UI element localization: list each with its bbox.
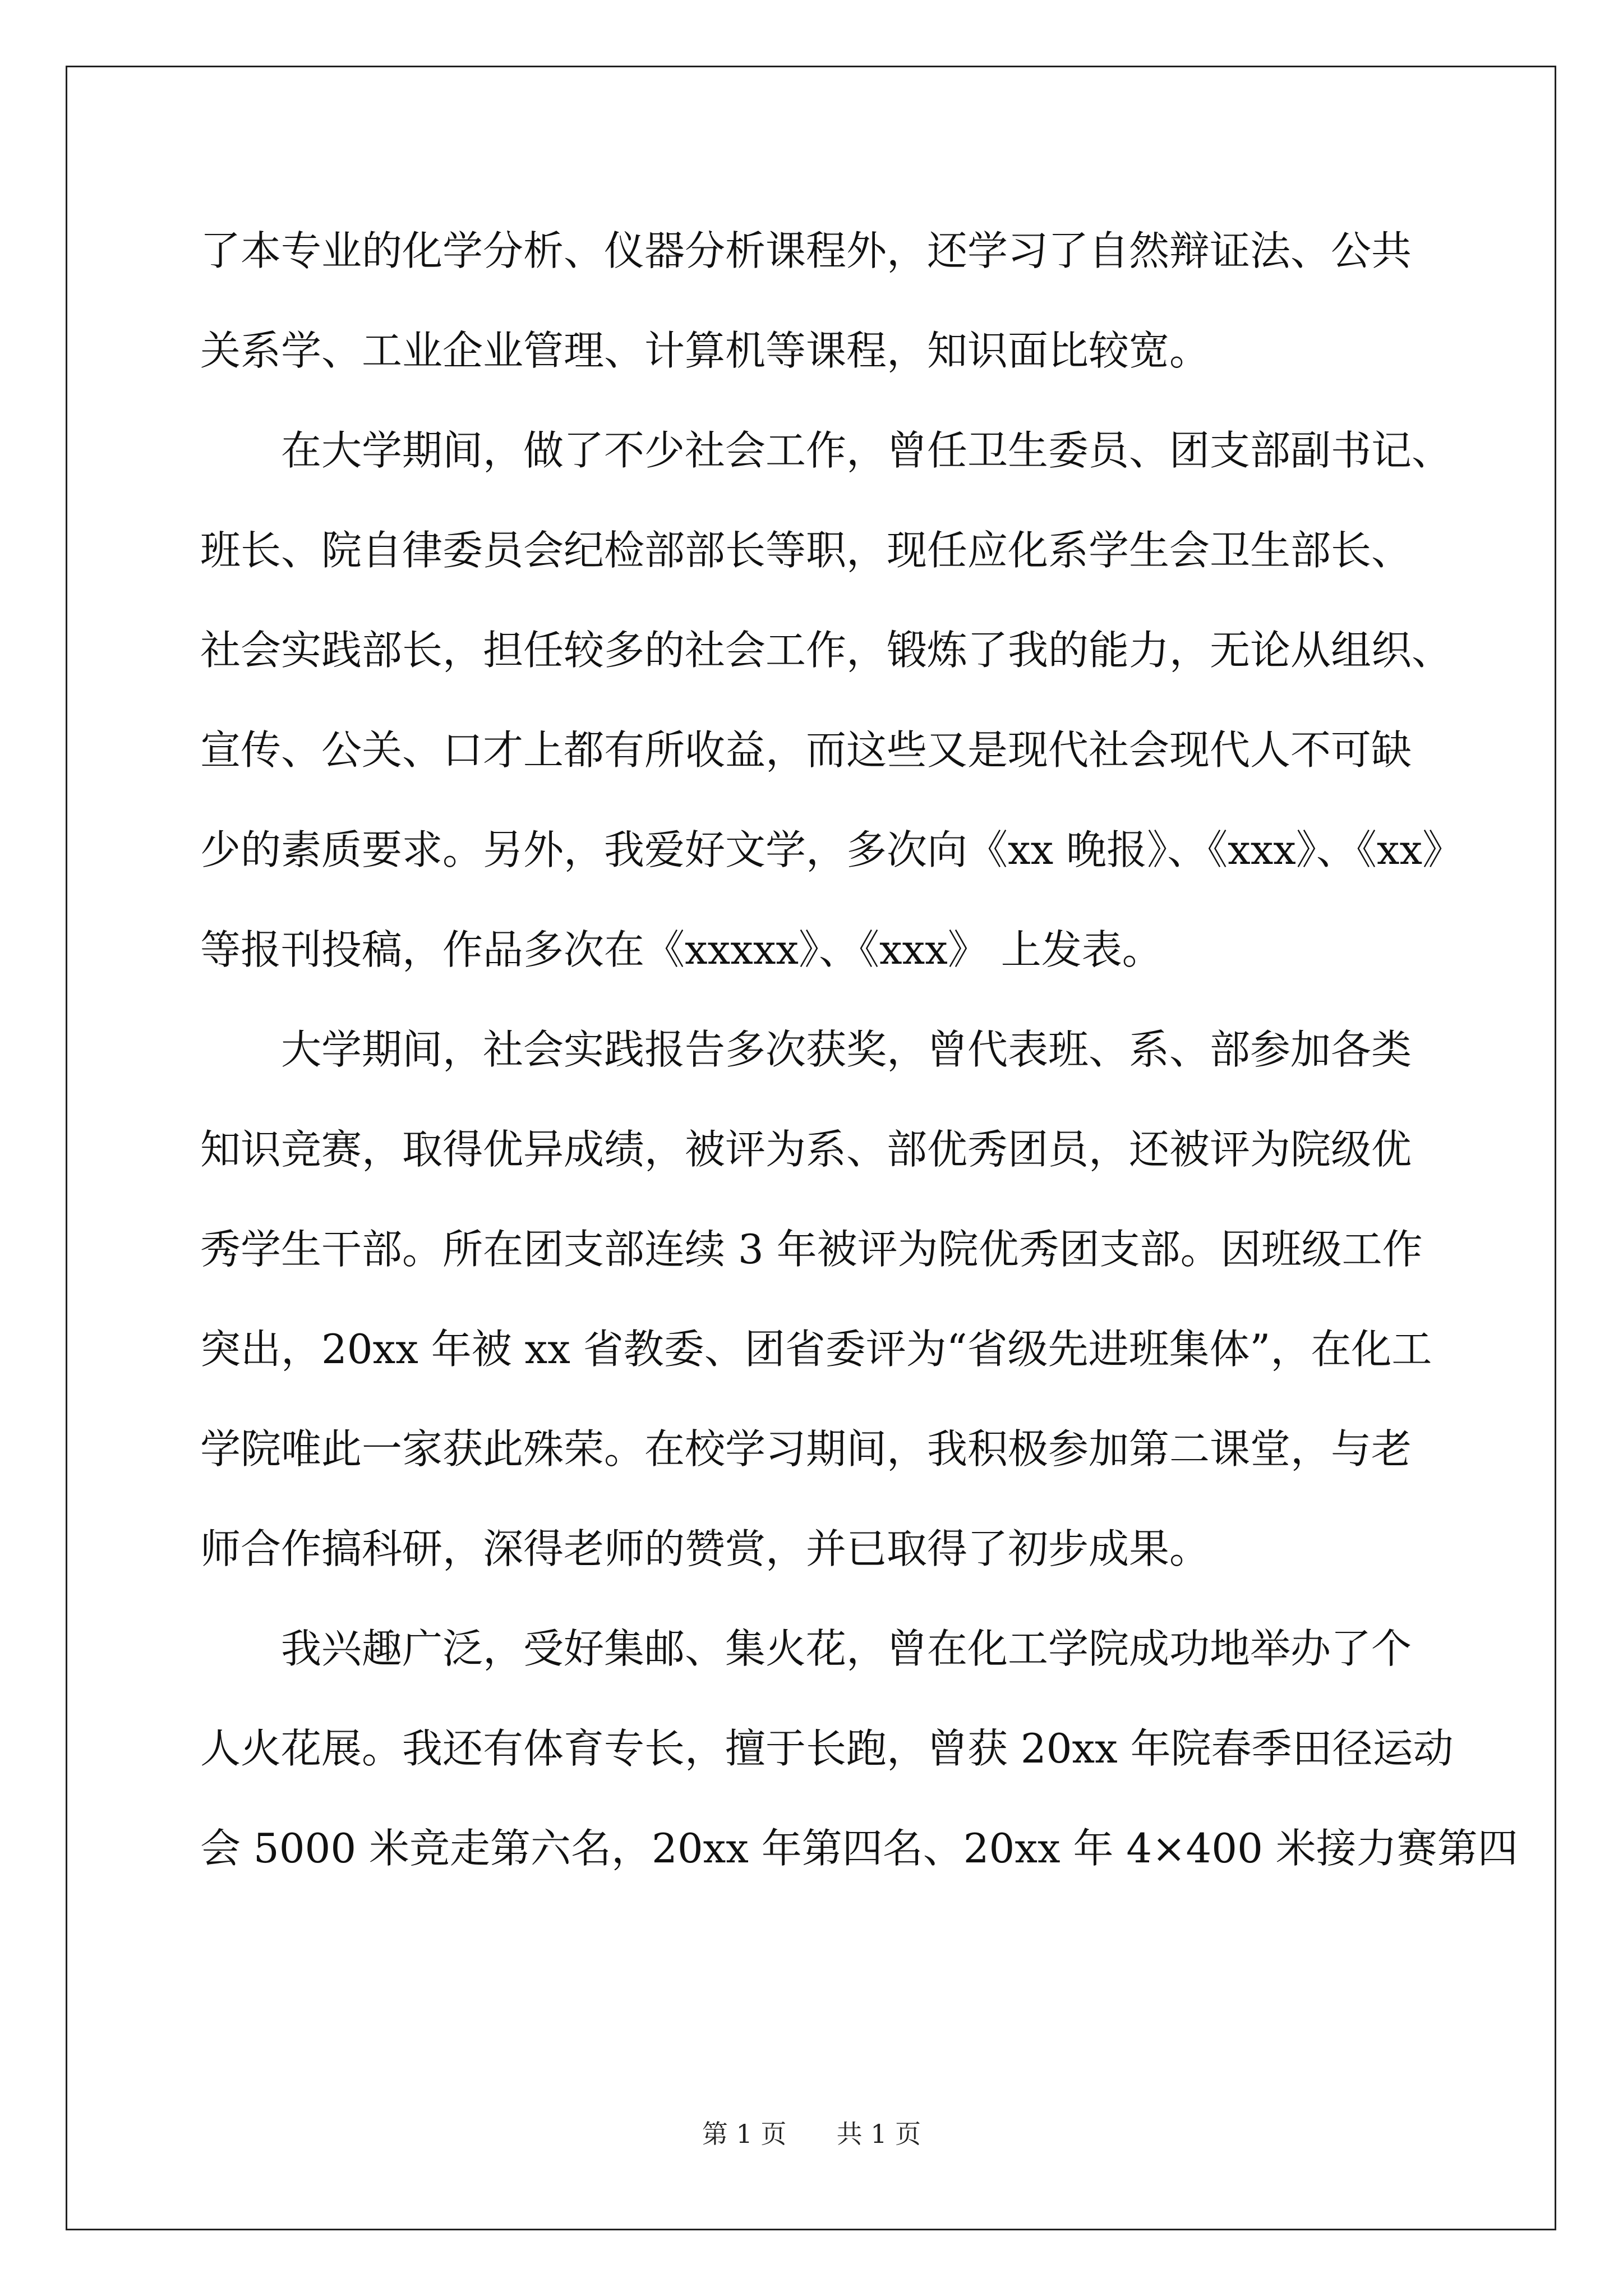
page-total: 共 1 页 xyxy=(836,2119,921,2149)
text-line: 少的素质要求。另外，我爱好文学，多次向《xx 晚报》、《xxx》、《xx》 xyxy=(200,826,1463,873)
text-line: 人火花展。我还有体育专长，擅于长跑，曾获 20xx 年院春季田径运动 xyxy=(200,1725,1454,1772)
page-footer xyxy=(0,2117,1623,2151)
text-line: 了本专业的化学分析、仪器分析课程外，还学习了自然辩证法、公共 xyxy=(200,227,1412,274)
text-line: 宣传、公关、口才上都有所收益，而这些又是现代社会现代人不可缺 xyxy=(200,726,1412,774)
text-line: 学院唯此一家获此殊荣。在校学习期间，我积极参加第二课堂，与老 xyxy=(200,1425,1412,1473)
text-line: 会 5000 米竞走第六名，20xx 年第四名、20xx 年 4×400 米接力赛第四 xyxy=(200,1825,1518,1872)
text-line: 在大学期间，做了不少社会工作，曾任卫生委员、团支部副书记、 xyxy=(281,427,1453,474)
text-line: 我兴趣广泛，受好集邮、集火花，曾在化工学院成功地举办了个 xyxy=(281,1625,1412,1672)
text-line: 知识竞赛，取得优异成绩，被评为系、部优秀团员，还被评为院级优 xyxy=(200,1126,1412,1173)
text-line: 关系学、工业企业管理、计算机等课程，知识面比较宽。 xyxy=(200,327,1210,374)
page-number: 第 1 页 xyxy=(702,2119,787,2149)
text-line: 班长、院自律委员会纪检部部长等职，现任应化系学生会卫生部长、 xyxy=(200,527,1412,574)
text-line: 师合作搞科研，深得老师的赞赏，并已取得了初步成果。 xyxy=(200,1525,1210,1572)
text-line: 社会实践部长，担任较多的社会工作，锻炼了我的能力，无论从组织、 xyxy=(200,627,1453,674)
document-body xyxy=(200,219,1518,1916)
text-line: 秀学生干部。所在团支部连续 3 年被评为院优秀团支部。因班级工作 xyxy=(200,1226,1423,1273)
text-line: 大学期间，社会实践报告多次获奖，曾代表班、系、部参加各类 xyxy=(281,1026,1412,1073)
text-line: 突出，20xx 年被 xx 省教委、团省委评为“省级先进班集体”，在化工 xyxy=(200,1326,1432,1373)
text-line: 等报刊投稿，作品多次在《xxxxx》、《xxx》 上发表。 xyxy=(200,926,1163,973)
